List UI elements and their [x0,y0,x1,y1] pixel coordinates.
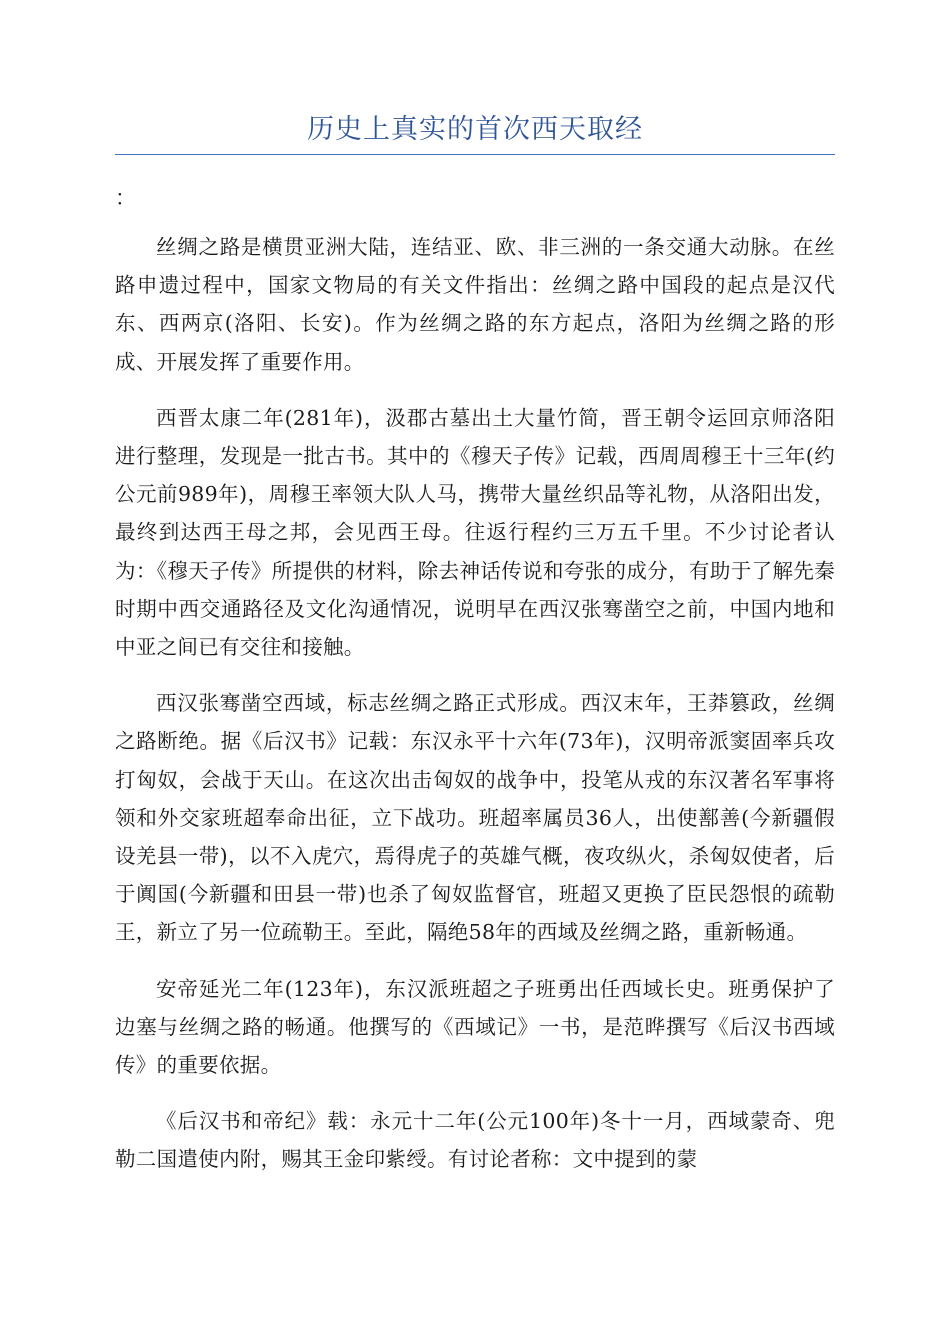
paragraph-2: 西晋太康二年(281年)，汲郡古墓出土大量竹简，晋王朝令运回京师洛阳进行整理，发现是一批古书。其中的《穆天子传》记载，西周周穆王十三年(约公元前989年)，周穆王率领大队人马，携带大量丝织品等礼物，从洛阳出发，最终到达西王母之邦，会见西王母。往返行程约三万五千里。不少讨论者认为：《穆天子传》所提供的材料，除去神话传说和夸张的成分，有助于了解先秦时期中西交通路径及文化沟通情况，说明早在西汉张骞凿空之前，中国内地和中亚之间已有交往和接触。 [115,405,835,660]
colon-marker: ： [115,186,136,210]
paragraph-3: 西汉张骞凿空西域，标志丝绸之路正式形成。西汉末年，王莽篡政，丝绸之路断绝。据《后汉书》记载：东汉永平十六年(73年)，汉明帝派窦固率兵攻打匈奴，会战于天山。在这次出击匈奴的战争中，投笔从戎的东汉著名军事将领和外交家班超奉命出征，立下战功。班超率属员36人，出使鄯善(今新疆假设羌县一带)，以不入虎穴，焉得虎子的英雄气概，夜攻纵火，杀匈奴使者，后于阗国(今新疆和田县一带)也杀了匈奴监督官，班超又更换了臣民怨恨的疏勒王，新立了另一位疏勒王。至此，隔绝58年的西域及丝绸之路，重新畅通。 [115,691,835,945]
paragraph-4: 安帝延光二年(123年)，东汉派班超之子班勇出任西域长史。班勇保护了边塞与丝绸之路的畅通。他撰写的《西域记》一书，是范晔撰写《后汉书西域传》的重要依据。 [115,976,835,1078]
paragraph-1: 丝绸之路是横贯亚洲大陆，连结亚、欧、非三洲的一条交通大动脉。在丝路申遗过程中，国家文物局的有关文件指出：丝绸之路中国段的起点是汉代东、西两京(洛阳、长安)。作为丝绸之路的东方起点，洛阳为丝绸之路的形成、开展发挥了重要作用。 [115,235,835,374]
title-underline [115,154,835,155]
page-title: 历史上真实的首次西天取经 [307,114,643,145]
document-body [115,228,835,1197]
paragraph-5: 《后汉书和帝纪》载：永元十二年(公元100年)冬十一月，西域蒙奇、兜勒二国遣使内附，赐其王金印紫绶。有讨论者称：文中提到的蒙 [115,1109,835,1172]
